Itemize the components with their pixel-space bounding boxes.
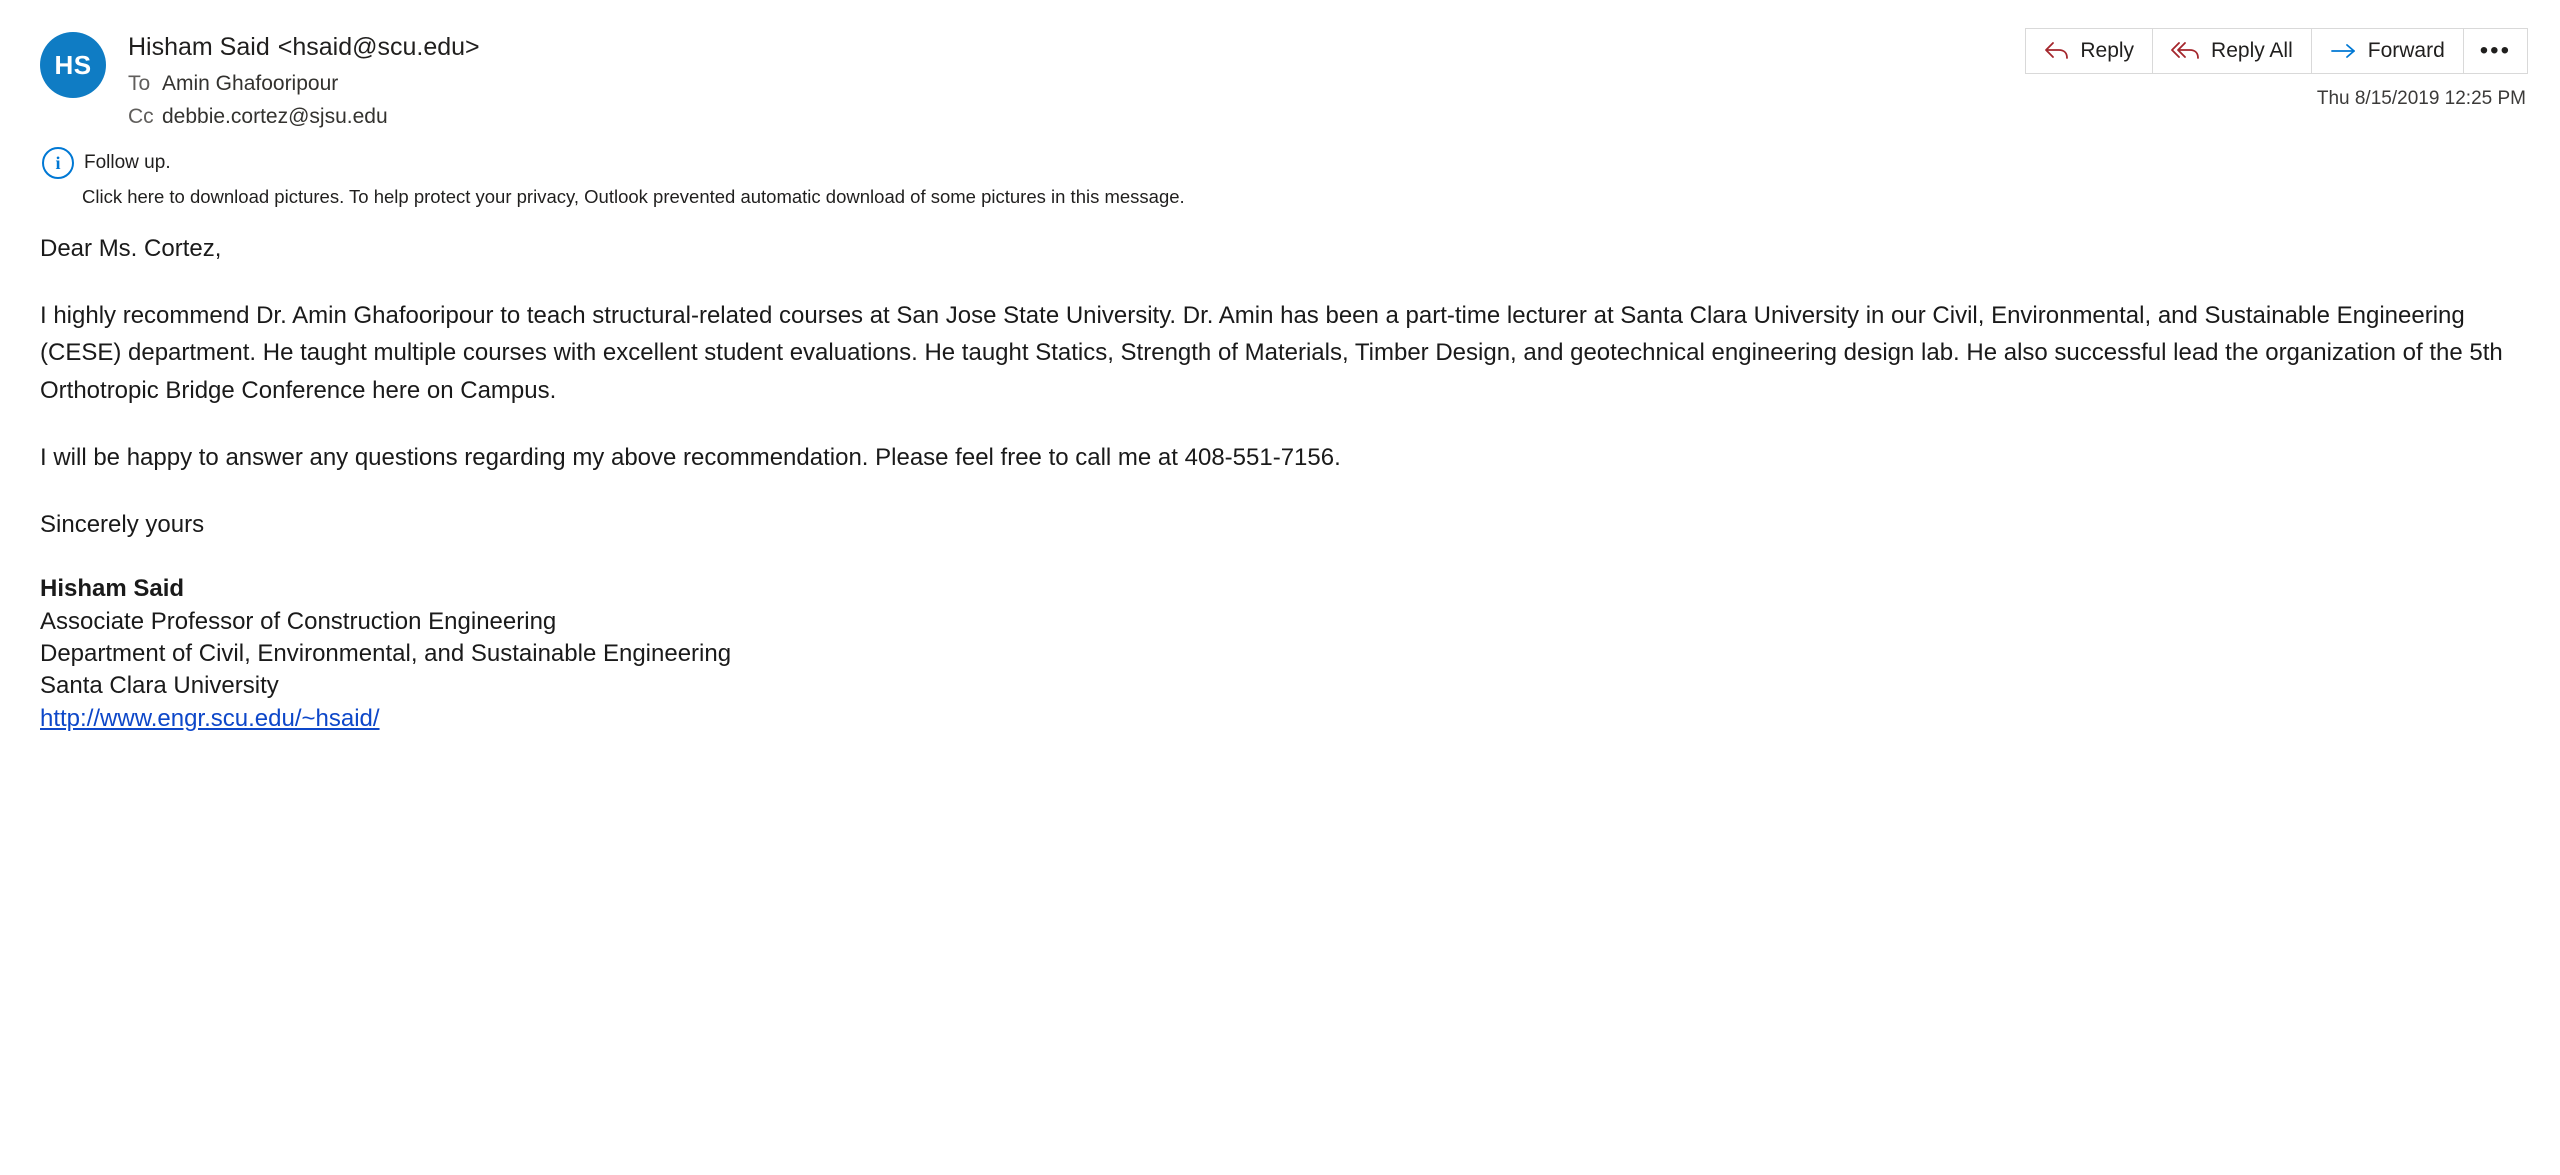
sender-email[interactable]: <hsaid@scu.edu> (277, 33, 480, 61)
signature-link[interactable]: http://www.engr.scu.edu/~hsaid/ (40, 704, 380, 732)
sender-name[interactable]: Hisham Said (128, 33, 270, 61)
signature-block (40, 573, 2520, 735)
ellipsis-icon: ••• (2479, 36, 2511, 64)
reply-all-icon (2171, 40, 2201, 62)
to-label: To (128, 72, 151, 96)
cc-label: Cc (128, 105, 154, 129)
followup-row (42, 147, 2520, 179)
message-actions-toolbar (2025, 28, 2528, 74)
reply-label: Reply (2080, 39, 2135, 62)
forward-label: Forward (2367, 39, 2445, 62)
sender-line (128, 32, 480, 63)
reply-all-button[interactable] (2152, 28, 2311, 74)
info-bar[interactable] (40, 147, 2520, 208)
forward-icon (2330, 41, 2358, 61)
signature-organization: Santa Clara University (40, 672, 279, 700)
to-row (128, 72, 480, 96)
cc-row (128, 105, 480, 129)
forward-button[interactable] (2311, 28, 2463, 74)
body-paragraph-2: I will be happy to answer any questions regarding my above recommendation. Please feel free to call me at 408-551-7156. (40, 443, 1341, 471)
reply-icon (2044, 40, 2070, 62)
email-header (0, 0, 2560, 210)
body-greeting: Dear Ms. Cortez, (40, 235, 222, 262)
signature-title: Associate Professor of Construction Engineering (40, 607, 557, 635)
followup-text: Follow up. (84, 152, 171, 174)
body-paragraph-1: I highly recommend Dr. Amin Ghafooripour to teach structural-related courses at San Jose State University. Dr. Amin has been a part-time lecturer at Santa Clara University in our Civil, Environmental, and Sustainable Engineering (CESE) department. He taught multiple courses with excellent student evaluations. He taught Statics, Strength of Materials, Timber Design, and geotechnical engineering design lab. He also successful lead the organization of the 5th Orthotropic Bridge Conference here on Campus. (40, 302, 2503, 404)
avatar: HS (40, 32, 106, 98)
reply-button[interactable] (2025, 28, 2152, 74)
more-actions-button[interactable] (2463, 28, 2528, 74)
cc-value[interactable]: debbie.cortez@sjsu.edu (162, 105, 388, 129)
sender-info (128, 28, 480, 129)
email-body (0, 210, 2560, 735)
info-icon: i (42, 147, 74, 179)
body-closing: Sincerely yours (40, 510, 205, 538)
message-timestamp: Thu 8/15/2019 12:25 PM (2316, 88, 2526, 109)
signature-department: Department of Civil, Environmental, and Sustainable Engineering (40, 639, 732, 667)
download-pictures-notice[interactable]: Click here to download pictures. To help protect your privacy, Outlook prevented automatic download of some pictures in this message. (82, 186, 1185, 208)
reply-all-label: Reply All (2211, 39, 2293, 62)
signature-name: Hisham Said (40, 575, 185, 603)
to-value[interactable]: Amin Ghafooripour (162, 72, 339, 96)
